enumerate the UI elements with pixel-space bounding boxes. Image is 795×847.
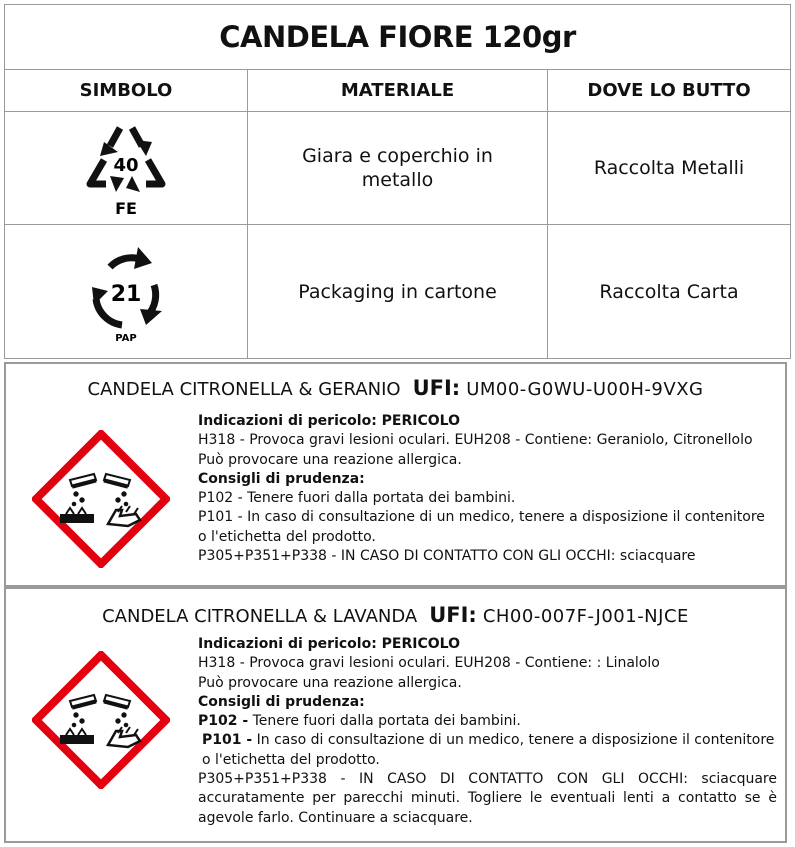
precaution-p305: P305+P351+P338 - IN CASO DI CONTATTO CON GLI OCCHI: sciacquare accuratamente per parecchi minuti. Togliere le eventuali lenti a contatto se è agevole farlo. Continuare a sciacquare. [198,771,777,826]
hazard-section [4,587,787,843]
p102-text: Tenere fuori dalla portata dei bambini. [248,713,521,730]
hazard-product-name: CANDELA CITRONELLA & GERANIO [87,379,401,400]
precaution-heading: Consigli di prudenza: [198,470,365,487]
product-title: CANDELA FIORE 120gr [5,5,791,70]
ghs-corrosive-icon [32,651,170,789]
disposal-text: Raccolta Carta [548,225,791,359]
recycle-code-number: 21 [110,281,142,307]
recycle-code-label: PAP [115,332,137,344]
ufi-label: UFI: [429,603,477,627]
hazard-heading: Indicazioni di pericolo: PERICOLO [198,413,460,429]
recycle-code-number: 40 [113,155,139,176]
recycle-code-label: FE [115,199,137,218]
table-row [5,112,791,225]
ufi-label: UFI: [412,376,461,400]
hazard-product-name: CANDELA CITRONELLA & LAVANDA [102,606,418,627]
p101-text: In caso di consultazione di un medico, tenere a disposizione il contenitore o l'etichetta del prodotto. [202,732,775,768]
hazard-text-block [198,412,777,566]
precaution-p102: P102 - Tenere fuori dalla portata dei bambini. [198,490,516,507]
table-row [5,225,791,359]
material-text: Packaging in cartone [248,225,548,359]
p101-code: P101 - [202,732,253,749]
hazard-product-line [6,376,785,400]
recycling-table [4,4,791,359]
precaution-p101 [198,731,777,770]
material-text: Giara e coperchio in metallo [302,145,493,191]
header-materiale: MATERIALE [248,70,548,112]
ufi-code: UM00-G0WU-U00H-9VXG [466,379,704,400]
precaution-p102 [198,712,777,731]
hazard-allergy: Può provocare una reazione allergica. [198,674,462,691]
disposal-text: Raccolta Metalli [548,112,791,225]
p102-code: P102 - [198,713,249,730]
recycle-fe-icon [76,116,176,220]
hazard-product-line [6,603,785,627]
precaution-p101: P101 - In caso di consultazione di un medico, tenere a disposizione il contenitore o l'etichetta del prodotto. [198,509,765,545]
precaution-heading: Consigli di prudenza: [198,693,365,710]
hazard-section [4,362,787,587]
hazard-text-block [198,635,777,828]
hazard-statement: H318 - Provoca gravi lesioni oculari. EUH208 - Contiene: Geraniolo, Citronellolo [198,432,753,449]
hazard-statement: H318 - Provoca gravi lesioni oculari. EUH208 - Contiene: : Linalolo [198,655,660,672]
hazard-allergy: Può provocare una reazione allergica. [198,451,462,468]
recycle-pap-icon [76,237,176,347]
recycle-symbol-cell [5,225,248,359]
header-dove-lo-butto: DOVE LO BUTTO [548,70,791,112]
header-simbolo: SIMBOLO [5,70,248,112]
ghs-corrosive-icon [32,430,170,568]
precaution-p305: P305+P351+P338 - IN CASO DI CONTATTO CON GLI OCCHI: sciacquare [198,548,696,565]
recycle-symbol-cell [5,112,248,225]
hazard-heading: Indicazioni di pericolo: PERICOLO [198,636,460,652]
ufi-code: CH00-007F-J001-NJCE [482,606,689,627]
